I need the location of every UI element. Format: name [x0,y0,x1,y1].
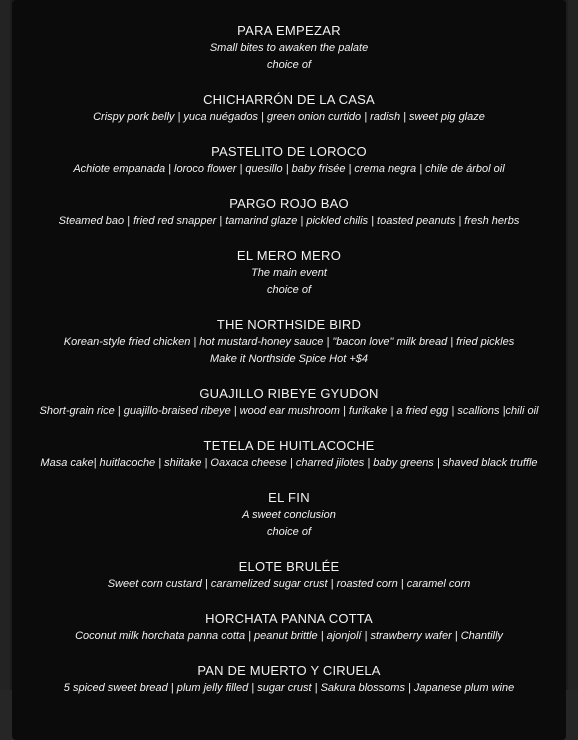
item-name: CHICHARRÓN DE LA CASA [203,92,375,107]
section-subtitle: The main event [251,267,327,279]
item-name: PARGO ROJO BAO [229,196,349,211]
section-choice: choice of [266,284,312,296]
menu-item [0,91,578,126]
item-name: ELOTE BRULÉE [238,559,340,574]
menu-item [0,610,578,645]
section-subtitle: Small bites to awaken the palate [209,42,369,54]
item-description: Short-grain rice | guajillo-braised ribeye | wood ear mushroom | furikake | a fried egg | scallions |chili oil [39,405,539,417]
section-el-fin [0,489,578,697]
item-description: Coconut milk horchata panna cotta | peanut brittle | ajonjolí | strawberry wafer | Chantilly [75,630,503,642]
item-name: TETELA DE HUITLACOCHE [203,438,375,453]
section-title: PARA EMPEZAR [237,23,341,38]
menu-item [0,558,578,593]
menu-item [0,143,578,178]
item-name: PASTELITO DE LOROCO [211,144,367,159]
section-para-empezar [0,22,578,230]
menu-item [0,385,578,420]
item-name: HORCHATA PANNA COTTA [205,611,373,626]
item-description: Crispy pork belly | yuca nuégados | green onion curtido | radish | sweet pig glaze [93,111,485,123]
item-name: THE NORTHSIDE BIRD [216,317,362,332]
menu-content [0,22,578,697]
item-description: Masa cake| huitlacoche | shiitake | Oaxaca cheese | charred jilotes | baby greens | shaved black truffle [40,457,538,469]
item-name: GUAJILLO RIBEYE GYUDON [199,386,379,401]
section-choice: choice of [266,59,312,71]
menu-item [0,316,578,368]
item-upgrade-note: Make it Northside Spice Hot +$4 [209,353,369,365]
section-el-mero-mero [0,247,578,472]
item-description: Steamed bao | fried red snapper | tamarind glaze | pickled chilis | toasted peanuts | fresh herbs [58,215,520,227]
menu-item [0,662,578,697]
section-title: EL MERO MERO [236,248,342,263]
section-subtitle: A sweet conclusion [242,509,336,521]
menu-item [0,195,578,230]
item-name: PAN DE MUERTO Y CIRUELA [197,663,381,678]
item-description: 5 spiced sweet bread | plum jelly filled | sugar crust | Sakura blossoms | Japanese plum wine [63,682,515,694]
section-title: EL FIN [268,490,310,505]
menu-item [0,437,578,472]
item-description: Sweet corn custard | caramelized sugar crust | roasted corn | caramel corn [107,578,471,590]
item-description: Korean-style fried chicken | hot mustard-honey sauce | "bacon love" milk bread | fried pickles [63,336,515,348]
item-description: Achiote empanada | loroco flower | quesillo | baby frisée | crema negra | chile de árbol oil [73,163,505,175]
section-choice: choice of [266,526,312,538]
